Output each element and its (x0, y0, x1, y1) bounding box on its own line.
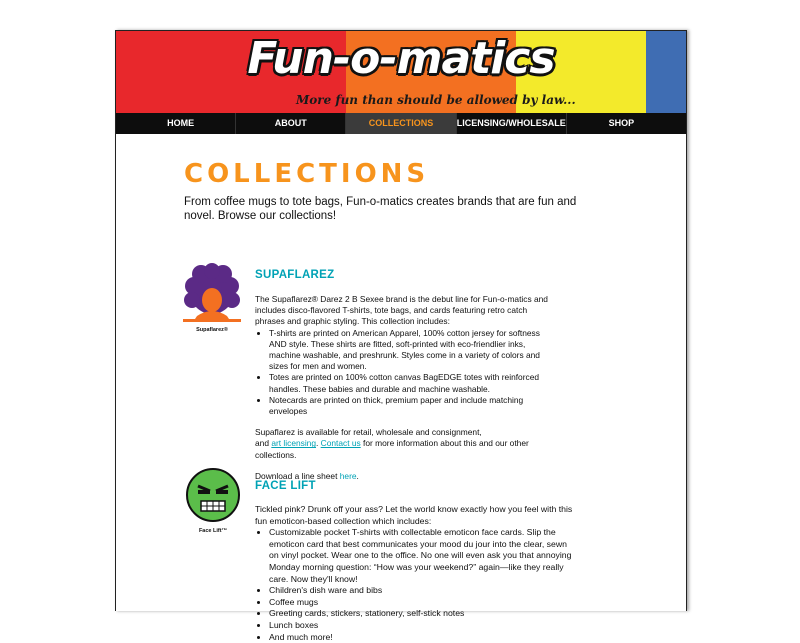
availability-suffix: for more information about this and our other collections. (255, 438, 529, 460)
nav-about[interactable]: ABOUT (236, 113, 346, 134)
facelift-caption: Face Lift™ (198, 528, 228, 534)
supaflarez-availability (255, 427, 555, 461)
download-suffix: . (356, 470, 359, 481)
supaflarez-body (255, 294, 555, 482)
list-item: • Notecards are printed on thick, premium paper and include matching envelopes (269, 395, 555, 417)
site-logo[interactable]: Fun-o-matics (247, 33, 555, 84)
page-container (115, 30, 687, 642)
list-item: • Lunch boxes (269, 620, 575, 632)
nav-licensing-wholesale[interactable]: LICENSING/WHOLESALE (457, 113, 567, 134)
contact-us-link[interactable]: Contact us (320, 438, 361, 449)
supaflarez-afro-icon (183, 263, 241, 322)
facelift-face-icon (187, 469, 239, 521)
period-separator: . (316, 438, 319, 449)
art-licensing-link[interactable]: art licensing (271, 438, 317, 449)
download-prefix: Download a line sheet (255, 470, 338, 481)
list-item: • T-shirts are printed on American Apparel, 100% cotton jersey for softness AND style. These shirts are fitted, soft-printed with eco-friendlier inks, machine washable, and preshrunk. Styles come in a variety of colors and sizes for men and women. (269, 328, 555, 373)
list-item: • Customizable pocket T-shirts with collectable emoticon face cards. Slip the emoticon card that best communicates your mood du jour into the clear, sewn on vinyl pocket. Wear one to the office. No one will even ask you that annoying Monday morning question: “How was your weekend?” again—like they really care. Now they'll know! (269, 527, 575, 585)
facelift-bullet-list (255, 527, 575, 643)
list-item: • Coffee mugs (269, 597, 575, 609)
facelift-heading: FACE LIFT (255, 480, 316, 492)
supaflarez-intro: The Supaflarez® Darez 2 B Sexee brand is the debut line for Fun-o-matics and includes disco-flavored T-shirts, tote bags, and cards featuring retro catch phrases and graphic styling. This collection includes: (255, 294, 548, 327)
supaflarez-image[interactable] (179, 264, 245, 326)
nav-home[interactable]: HOME (126, 113, 236, 134)
nav-shop[interactable]: SHOP (608, 118, 635, 128)
line-sheet-link[interactable]: here (339, 470, 357, 481)
page-intro: From coffee mugs to tote bags, Fun-o-matics creates brands that are fun and novel. Browse our collections! (184, 196, 577, 222)
facelift-image[interactable] (184, 466, 242, 524)
main-nav (116, 113, 686, 134)
facelift-intro: Tickled pink? Drunk off your ass? Let the world know exactly how you feel with this fun emoticon-based collection which includes: (255, 504, 573, 526)
availability-prefix: Supaflarez is available for retail, wholesale and consignment, (255, 427, 482, 438)
supaflarez-bullet-list (255, 328, 555, 418)
facelift-body (255, 504, 575, 643)
site-tagline: More fun than should be allowed by law... (296, 93, 576, 107)
supaflarez-caption: Supaflarez® (196, 327, 228, 333)
page-title: COLLECTIONS (184, 159, 430, 189)
header-banner (116, 31, 686, 113)
list-item: • Children's dish ware and bibs (269, 585, 575, 597)
supaflarez-heading: SUPAFLAREZ (255, 269, 335, 281)
list-item: • Totes are printed on 100% cotton canvas BagEDGE totes with reinforced handles. These babies and durable and machine washable. (269, 372, 555, 394)
list-item: • And much more! (269, 632, 575, 643)
nav-collections[interactable]: COLLECTIONS (346, 113, 456, 134)
availability-and: and (255, 438, 269, 449)
list-item: • Greeting cards, stickers, stationery, self-stick notes (269, 608, 575, 620)
